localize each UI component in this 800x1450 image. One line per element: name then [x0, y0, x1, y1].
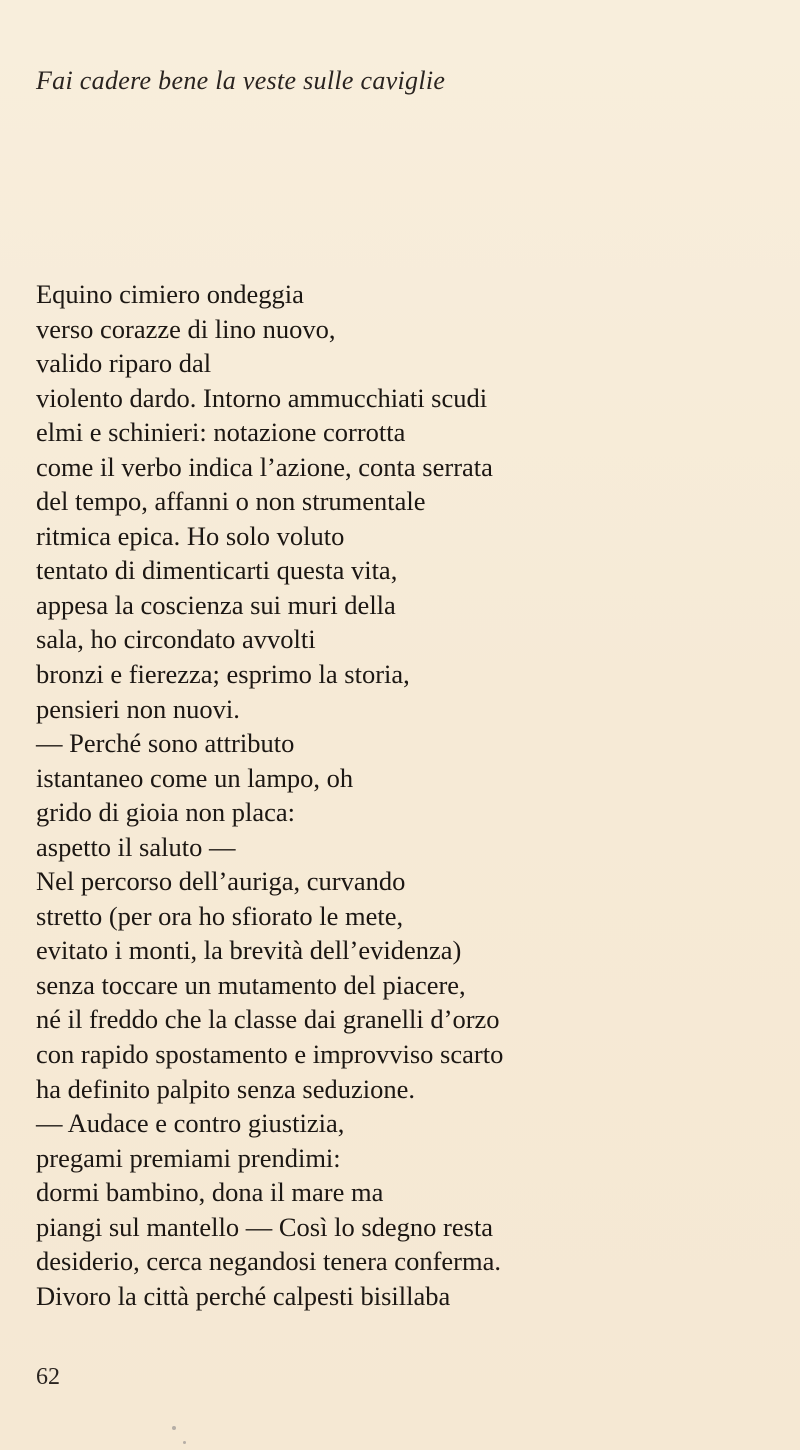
poem-line: pensieri non nuovi. [36, 693, 240, 724]
poem-line: stretto (per ora ho sfiorato le mete, [36, 900, 404, 931]
poem-line: senza toccare un mutamento del piacere, [36, 969, 466, 1000]
poem-line: bronzi e fierezza; esprimo la storia, [36, 659, 410, 690]
poem-line: con rapido spostamento e improvviso scarto [36, 1039, 504, 1070]
poem-line: grido di gioia non placa: [36, 797, 296, 828]
poem-line: istantaneo come un lampo, oh [36, 762, 354, 793]
poem-line: elmi e schinieri: notazione corrotta [36, 417, 406, 448]
poem-line: Nel percorso dell’auriga, curvando [36, 866, 406, 897]
poem-line: violento dardo. Intorno ammucchiati scudi [36, 382, 488, 413]
poem-line: pregami premiami prendimi: [36, 1142, 341, 1173]
poem-line: tentato di dimenticarti questa vita, [36, 555, 398, 586]
running-title: Fai cadere bene la veste sulle caviglie [36, 66, 446, 95]
poem-line: evitato i monti, la brevità dell’evidenza) [36, 935, 462, 966]
poem-line: piangi sul mantello — Così lo sdegno resta [36, 1211, 494, 1242]
page-number: 62 [36, 1364, 60, 1390]
poem-line: verso corazze di lino nuovo, [36, 313, 336, 344]
poem-line: ritmica epica. Ho solo voluto [36, 520, 345, 551]
poem-line: dormi bambino, dona il mare ma [36, 1177, 384, 1208]
poem-line: sala, ho circondato avvolti [36, 624, 316, 655]
poem-line: né il freddo che la classe dai granelli d’orzo [36, 1004, 500, 1035]
poem-line: valido riparo dal [36, 348, 212, 379]
poem-line: — Audace e contro giustizia, [36, 1108, 345, 1139]
poem-line: desiderio, cerca negandosi tenera conferma. [36, 1246, 501, 1277]
paper-speck [172, 1426, 176, 1430]
poem-line: come il verbo indica l’azione, conta serrata [36, 451, 493, 482]
poem-body [36, 277, 776, 1313]
poem-line: Equino cimiero ondeggia [36, 279, 304, 309]
poem-line: Divoro la città perché calpesti bisillaba [36, 1280, 451, 1311]
poem-line: ha definito palpito senza seduzione. [36, 1073, 415, 1104]
poem-line: del tempo, affanni o non strumentale [36, 486, 426, 517]
poem-line: aspetto il saluto — [36, 831, 236, 862]
poem-line: — Perché sono attributo [36, 728, 295, 759]
poem-line: appesa la coscienza sui muri della [36, 589, 396, 620]
paper-speck [183, 1441, 186, 1444]
